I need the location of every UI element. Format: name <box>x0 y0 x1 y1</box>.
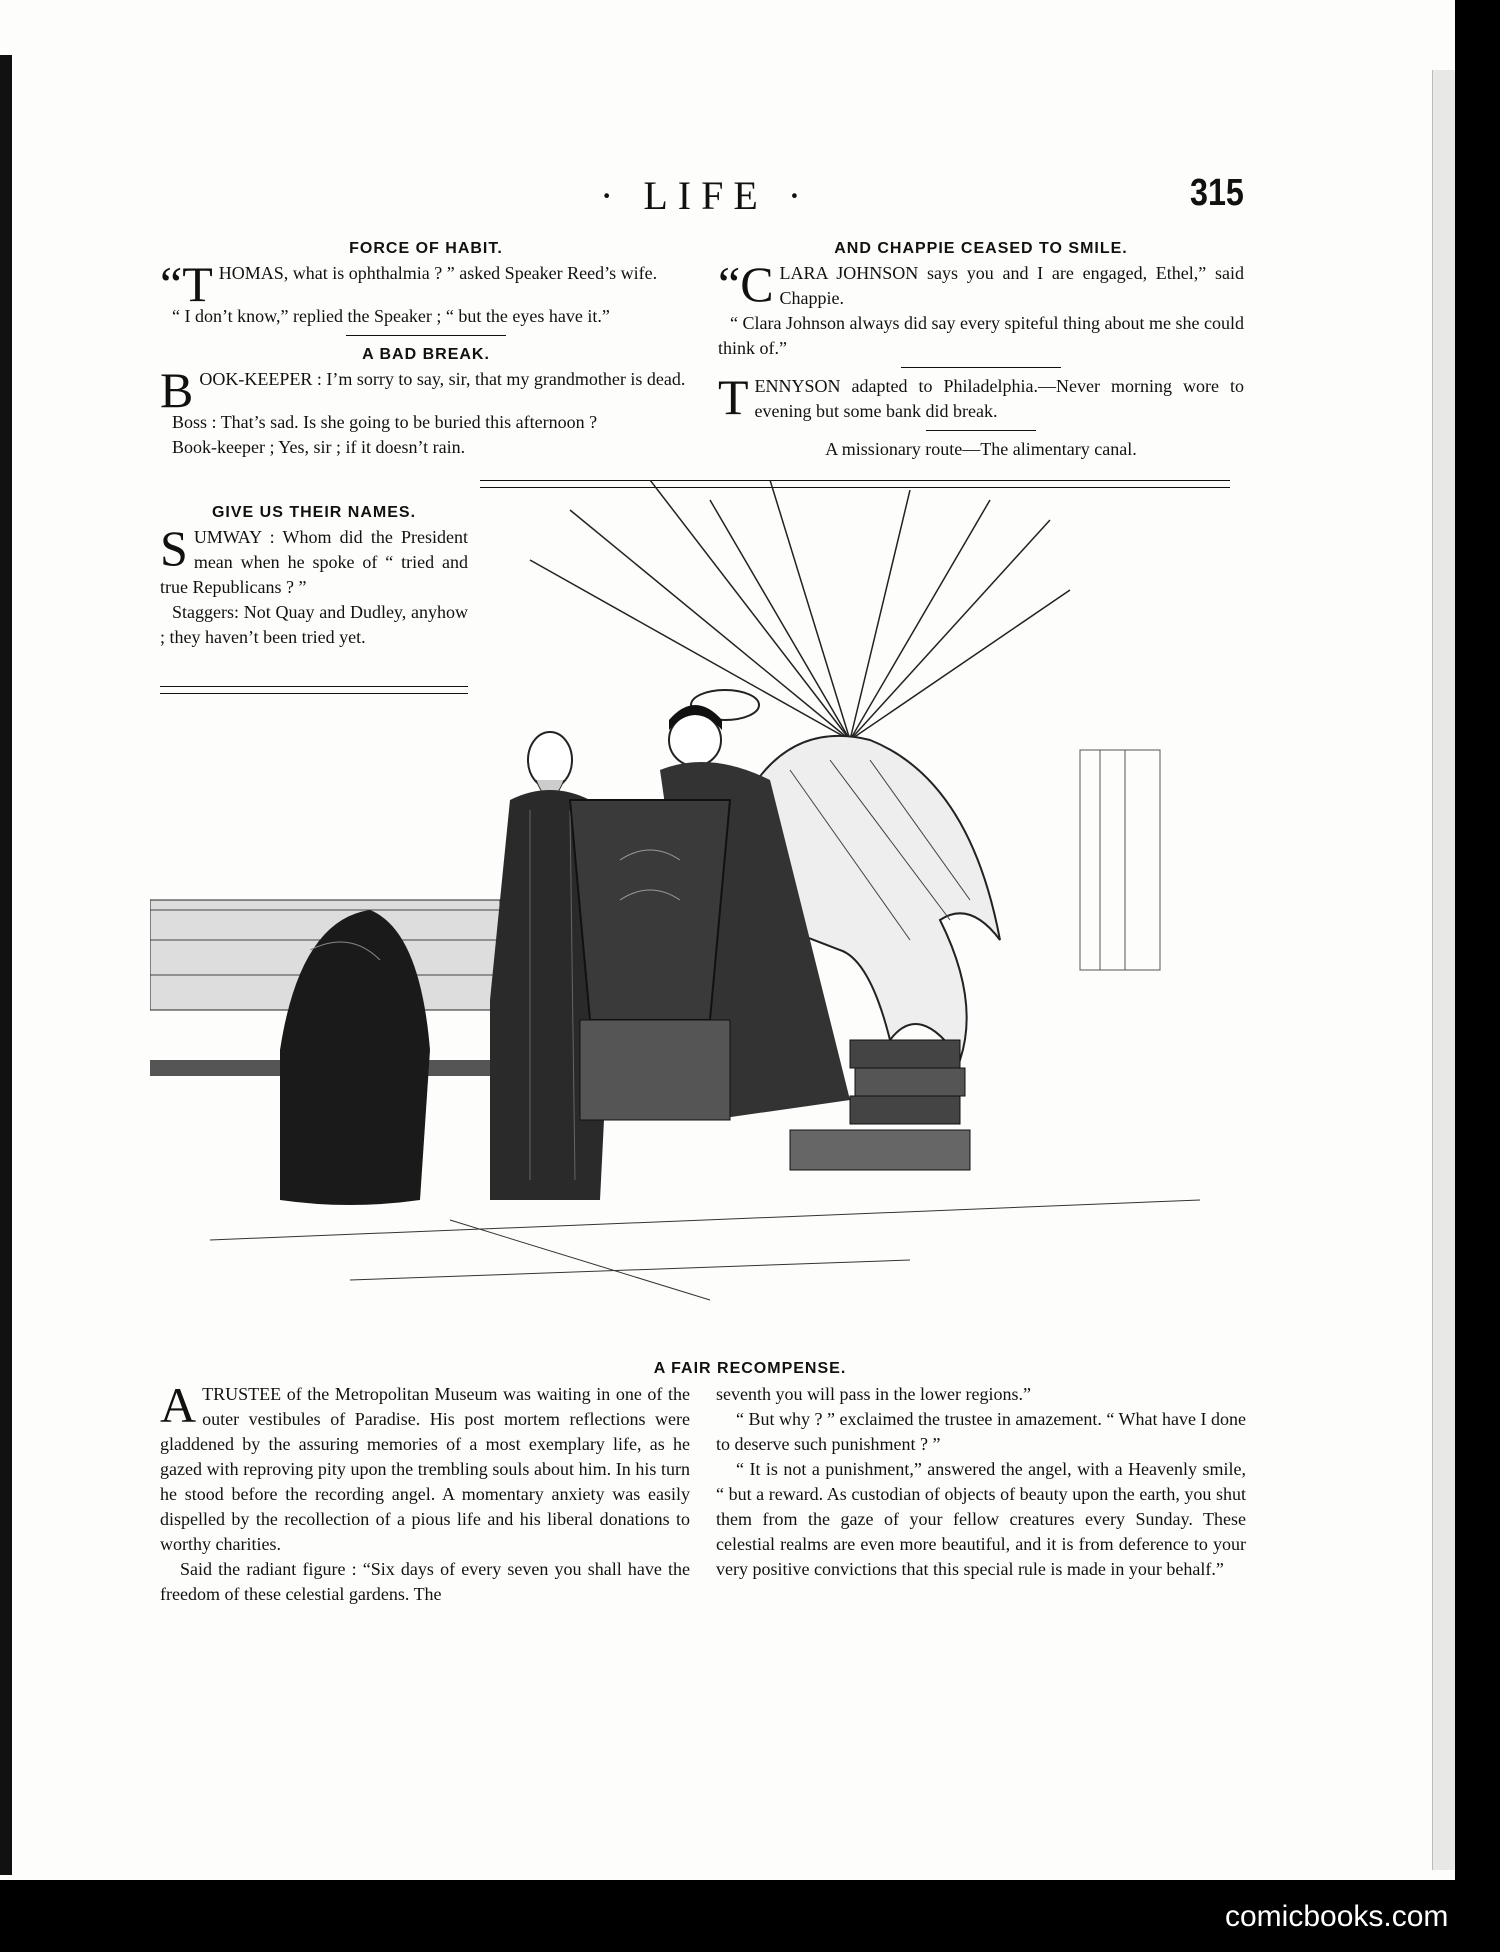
recording-angel-illustration <box>150 480 1240 1360</box>
drop-cap: S <box>160 520 188 576</box>
drop-cap: “T <box>160 256 213 312</box>
chappie-section <box>718 236 1244 462</box>
bad-break-heading: A BAD BREAK. <box>362 346 490 363</box>
bad-break-line3: Book-keeper ; Yes, sir ; if it doesn’t rain. <box>172 437 466 457</box>
chappie-line1: LARA JOHNSON says you and I are engaged, Ethel,” said Chappie. <box>779 263 1244 308</box>
light-rays <box>530 480 1070 740</box>
bad-break-line2: Boss : That’s sad. Is she going to be buried this afternoon ? <box>172 412 598 432</box>
story-paragraph-4: “ But why ? ” exclaimed the trustee in amazement. “ What have I done to deserve such punishment ? ” <box>716 1409 1246 1454</box>
drop-cap: T <box>718 369 749 425</box>
force-of-habit-line1: HOMAS, what is ophthalmia ? ” asked Speaker Reed’s wife. <box>218 263 658 283</box>
story-paragraph-3: seventh you will pass in the lower regions.” <box>716 1384 1031 1404</box>
chappie-line2: “ Clara Johnson always did say every spiteful thing about me she could think of.” <box>718 313 1244 358</box>
force-of-habit-section <box>160 236 692 460</box>
story-paragraph-5: “ It is not a punishment,” answered the angel, with a Heavenly smile, “ but a reward. As custodian of objects of beauty upon the earth, you shut them from the gaze of your fellow creatures every Sunday. These celestial realms are even more beautiful, and it is from deference to your very positive convictions that this special rule is made in your behalf.” <box>716 1459 1246 1579</box>
names-line2: Staggers: Not Quay and Dudley, anyhow ; they haven’t been tried yet. <box>160 602 468 647</box>
drop-cap: “C <box>718 256 774 312</box>
divider <box>901 367 1061 368</box>
bookshelf <box>1080 750 1160 970</box>
story-column-left <box>160 1377 690 1607</box>
page-number: 315 <box>1190 172 1244 214</box>
story-paragraph-1: TRUSTEE of the Metropolitan Museum was waiting in one of the outer vestibules of Paradise. His post mortem reflections were gladdened by the assuring memories of a most exemplary life, as he gazed with reproving pity upon the trembling souls about him. In his turn he stood before the recording angel. A momentary anxiety was easily dispelled by the recollection of a pious life and his liberal donations to worthy charities. <box>160 1384 690 1554</box>
bad-break-line1: OOK-KEEPER : I’m sorry to say, sir, that my grandmother is dead. <box>199 369 686 389</box>
floor-lines <box>210 1200 1200 1300</box>
drop-cap: A <box>160 1377 197 1433</box>
magazine-title: · LIFE · <box>600 173 812 218</box>
names-line1: UMWAY : Whom did the President mean when he spoke of “ tried and true Republicans ? ” <box>160 527 468 597</box>
story-paragraph-2: Said the radiant figure : “Six days of every seven you shall have the freedom of these celestial gardens. The <box>160 1559 690 1604</box>
chappie-heading: AND CHAPPIE CEASED TO SMILE. <box>834 240 1128 257</box>
drop-cap: B <box>160 362 194 418</box>
force-of-habit-heading: FORCE OF HABIT. <box>349 240 503 257</box>
illustration-caption: A FAIR RECOMPENSE. <box>653 1360 847 1377</box>
watermark-brand: comicbooks.com <box>1225 1900 1449 1933</box>
previous-page-edge <box>0 55 12 1875</box>
lectern-desk <box>570 800 730 1120</box>
page-edge-shadow <box>1432 70 1455 1870</box>
story-column-right <box>716 1382 1246 1582</box>
divider <box>346 335 506 336</box>
missionary-text: A missionary route—The alimentary canal. <box>825 439 1137 459</box>
force-of-habit-line2: “ I don’t know,” replied the Speaker ; “ but the eyes have it.” <box>172 306 610 326</box>
divider <box>926 430 1036 431</box>
names-heading: GIVE US THEIR NAMES. <box>211 504 417 521</box>
tennyson-text: ENNYSON adapted to Philadelphia.—Never morning wore to evening but some bank did break. <box>754 376 1244 421</box>
